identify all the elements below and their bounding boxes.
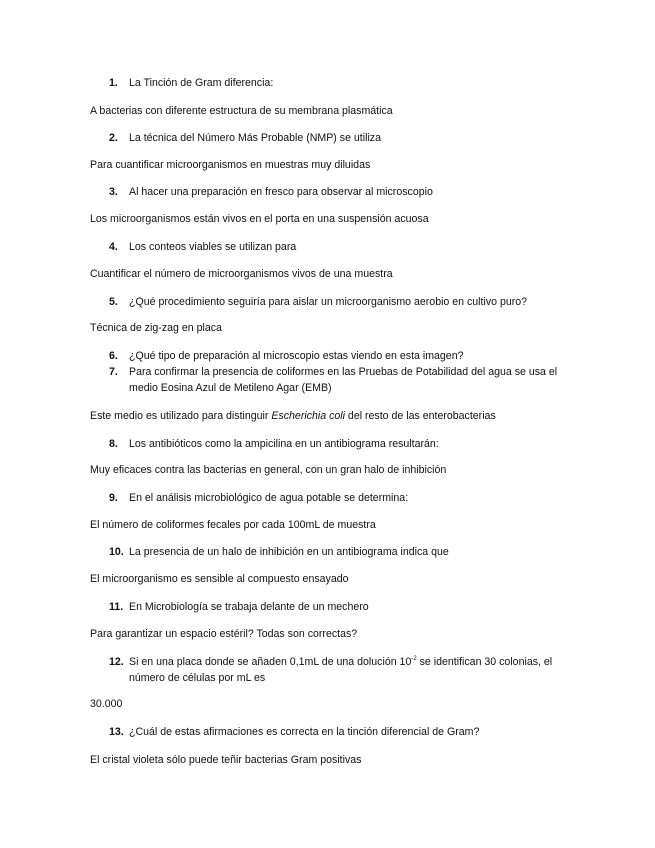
question-text: En Microbiología se trabaja delante de un mechero: [129, 601, 369, 613]
question-6: [109, 348, 569, 364]
question-number: 1.: [109, 77, 118, 89]
question-text: ¿Qué procedimiento seguiría para aislar un microorganismo aerobio en cultivo puro?: [129, 296, 528, 308]
question-text: Para confirmar la presencia de coliformes en las Pruebas de Potabilidad del agua se usa el medio Eosina Azul de Metileno Agar (EMB): [129, 366, 558, 394]
species-name: Escherichia coli: [271, 410, 345, 422]
question-number: 7.: [109, 366, 118, 378]
question-number: 6.: [109, 350, 118, 362]
answer-3: Los microorganismos están vivos en el porta en una suspensión acuosa: [90, 213, 429, 225]
answer-text: del resto de las enterobacterias: [344, 410, 496, 422]
question-number: 5.: [109, 296, 118, 308]
question-12: [109, 654, 569, 686]
question-text: Al hacer una preparación en fresco para observar al microscopio: [129, 186, 433, 198]
question-text-end: se identifican 30 colonias, el número de células por mL es: [129, 656, 553, 684]
answer-9: El número de coliformes fecales por cada 100mL de muestra: [90, 519, 376, 531]
question-13: [109, 724, 569, 740]
question-number: 10.: [109, 546, 124, 558]
question-number: 12.: [109, 656, 124, 668]
question-number: 4.: [109, 241, 118, 253]
question-text: La Tinción de Gram diferencia:: [129, 77, 274, 89]
answer-12: 30.000: [90, 698, 123, 710]
question-8: [109, 436, 569, 452]
answer-text: Este medio es utilizado para distinguir: [90, 410, 272, 422]
question-5: [109, 294, 569, 310]
question-number: 9.: [109, 492, 118, 504]
answer-1: A bacterias con diferente estructura de su membrana plasmática: [90, 105, 393, 117]
question-1: [109, 75, 569, 91]
answer-10: El microorganismo es sensible al compuesto ensayado: [90, 573, 349, 585]
question-text: [129, 654, 569, 686]
question-number: 2.: [109, 132, 118, 144]
question-text-start: Si en una placa donde se añaden 0,1mL de una dolución 10: [129, 656, 412, 668]
question-number: 8.: [109, 438, 118, 450]
answer-13: El cristal violeta sólo puede teñir bacterias Gram positivas: [90, 754, 362, 766]
question-text: Los antibióticos como la ampicilina en un antibiograma resultarán:: [129, 438, 439, 450]
answer-4: Cuantificar el número de microorganismos vivos de una muestra: [90, 268, 393, 280]
question-4: [109, 239, 569, 255]
question-9: [109, 490, 569, 506]
question-number: 3.: [109, 186, 118, 198]
question-text: La presencia de un halo de inhibición en un antibiograma indica que: [129, 546, 449, 558]
question-2: [109, 130, 569, 146]
answer-11: Para garantizar un espacio estéril? Todas son correctas?: [90, 628, 358, 640]
question-10: [109, 544, 569, 560]
answer-8: Muy eficaces contra las bacterias en general, con un gran halo de inhibición: [90, 464, 447, 476]
question-text: La técnica del Número Más Probable (NMP) se utiliza: [129, 132, 381, 144]
exponent: -2: [411, 656, 417, 662]
question-7: [109, 364, 569, 396]
question-text: ¿Qué tipo de preparación al microscopio estas viendo en esta imagen?: [129, 350, 464, 362]
question-text: Los conteos viables se utilizan para: [129, 241, 297, 253]
question-text: En el análisis microbiológico de agua potable se determina:: [129, 492, 409, 504]
question-3: [109, 184, 569, 200]
question-text: ¿Cuál de estas afirmaciones es correcta en la tinción diferencial de Gram?: [129, 726, 480, 738]
question-11: [109, 599, 569, 615]
answer-2: Para cuantificar microorganismos en muestras muy diluidas: [90, 159, 371, 171]
question-number: 13.: [109, 726, 124, 738]
answer-5: Técnica de zig-zag en placa: [90, 322, 222, 334]
answer-7: [90, 409, 590, 423]
question-number: 11.: [109, 601, 124, 613]
